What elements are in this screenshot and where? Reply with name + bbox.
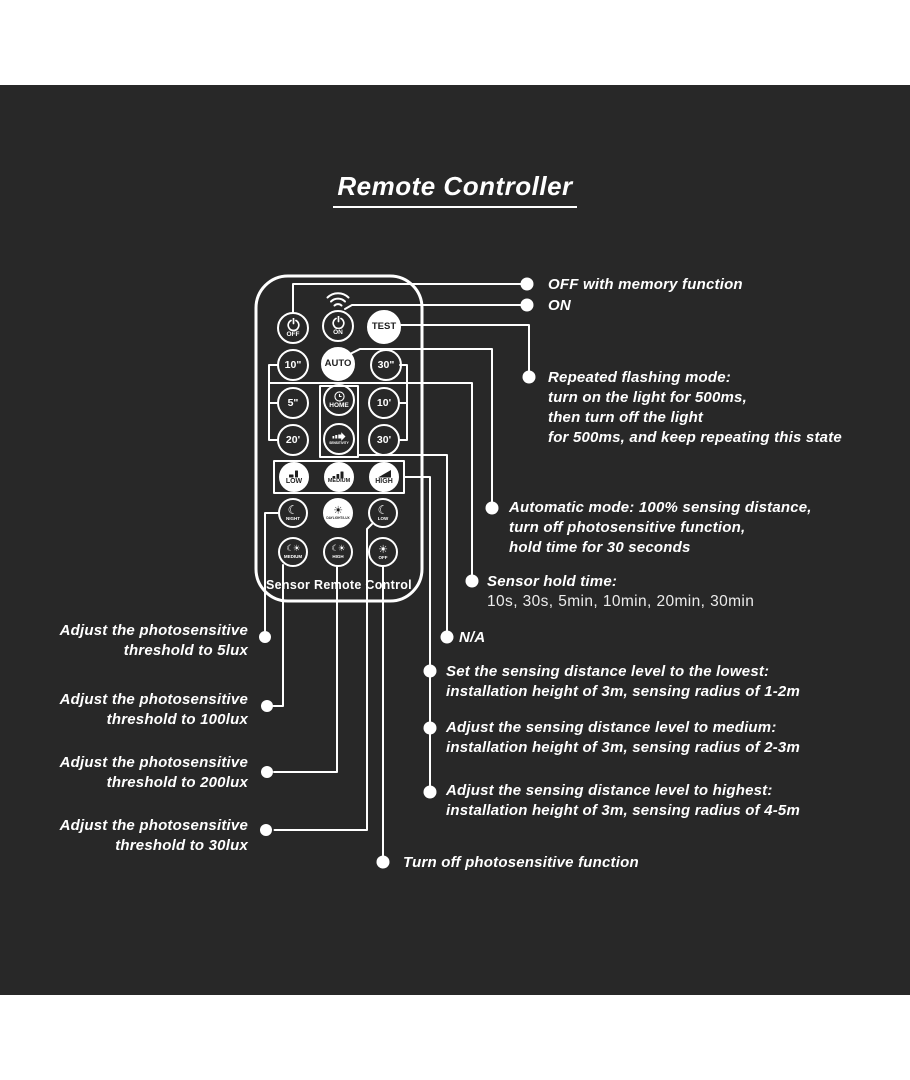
annotation-threshold-100lux: Adjust the photosensitive threshold to 100lux bbox=[59, 691, 248, 728]
annotation-distance-highest: Adjust the sensing distance level to highest: installation height of 3m, sensing radius of 4-5m bbox=[446, 782, 801, 819]
auto-button[interactable] bbox=[321, 347, 355, 381]
night-button-label: NIGHT bbox=[286, 515, 300, 521]
lux-off-button[interactable] bbox=[368, 537, 398, 567]
home-button-label: HOME bbox=[329, 401, 349, 409]
timer-10s-label: 10" bbox=[284, 358, 302, 371]
annotation-threshold-30lux: Adjust the photosensitive threshold to 30lux bbox=[59, 817, 248, 854]
arrow-right-icon bbox=[332, 432, 346, 441]
annotation-on: ON bbox=[548, 297, 571, 314]
distance-high-button[interactable] bbox=[369, 462, 399, 492]
timer-10s-button[interactable] bbox=[277, 349, 309, 381]
timer-10m-label: 10' bbox=[376, 396, 392, 409]
daylight-lux-button[interactable] bbox=[323, 498, 353, 528]
timer-5s-button[interactable] bbox=[277, 387, 309, 419]
distance-medium-button[interactable] bbox=[324, 462, 354, 492]
off-button-label: OFF bbox=[286, 330, 300, 338]
annotation-distance-medium: Adjust the sensing distance level to medium: installation height of 3m, sensing radius of 2-3m bbox=[446, 719, 801, 756]
moon-sun-icon: ☾☀ bbox=[331, 543, 345, 554]
on-button[interactable] bbox=[322, 310, 354, 342]
distance-low-button[interactable] bbox=[279, 462, 309, 492]
annotation-turn-off-photosensitive: Turn off photosensitive function bbox=[403, 854, 639, 871]
sensitivity-button[interactable] bbox=[323, 423, 355, 455]
annotation-threshold-200lux: Adjust the photosensitive threshold to 200lux bbox=[59, 754, 248, 791]
timer-20m-label: 20' bbox=[285, 433, 301, 446]
timer-10m-button[interactable] bbox=[368, 387, 400, 419]
lux-off-label: OFF bbox=[378, 554, 388, 560]
power-icon bbox=[287, 318, 300, 331]
off-button[interactable] bbox=[277, 312, 309, 344]
distance-low-label: LOW bbox=[285, 478, 303, 485]
lux-medium-label: MEDIUM bbox=[283, 553, 303, 559]
annotation-sensor-hold: Sensor hold time: 10s, 30s, 5min, 10min, 20min, 30min bbox=[487, 573, 755, 610]
auto-button-label: AUTO bbox=[324, 358, 352, 370]
lux-high-button[interactable] bbox=[323, 537, 353, 567]
timer-5s-label: 5" bbox=[287, 396, 299, 409]
annotation-distance-lowest: Set the sensing distance level to the lowest: installation height of 3m, sensing radius of 1-2m bbox=[446, 663, 801, 700]
sun-icon: ☀ bbox=[378, 542, 388, 556]
remote-caption: Sensor Remote Control bbox=[266, 578, 412, 592]
lux-low-label: LOW bbox=[377, 515, 389, 521]
ramp-high-icon bbox=[377, 469, 392, 478]
moon-icon: ☾ bbox=[377, 502, 389, 517]
annotation-flashing: Repeated flashing mode: turn on the light for 500ms, then turn off the light for 500ms, and keep repeating this state bbox=[548, 369, 842, 446]
night-button[interactable] bbox=[278, 498, 308, 528]
timer-30m-button[interactable] bbox=[368, 424, 400, 456]
timer-20m-button[interactable] bbox=[277, 424, 309, 456]
timer-30s-label: 30" bbox=[377, 358, 395, 371]
timer-30m-label: 30' bbox=[376, 433, 392, 446]
daylight-lux-label: DAYLIGHT/LUX bbox=[326, 516, 350, 521]
lux-low-button[interactable] bbox=[368, 498, 398, 528]
timer-30s-button[interactable] bbox=[370, 349, 402, 381]
lux-high-label: HIGH bbox=[332, 553, 344, 559]
distance-high-label: HIGH bbox=[375, 478, 393, 485]
signal-low-icon bbox=[288, 469, 301, 478]
clock-icon bbox=[334, 391, 345, 402]
test-button[interactable] bbox=[367, 310, 401, 344]
annotation-na: N/A bbox=[459, 629, 486, 646]
home-button[interactable] bbox=[323, 384, 355, 416]
test-button-label: TEST bbox=[371, 321, 397, 333]
annotation-automatic: Automatic mode: 100% sensing distance, turn off photosensitive function, hold time for 30 seconds bbox=[509, 499, 812, 556]
annotation-off-memory: OFF with memory function bbox=[548, 276, 743, 293]
power-icon bbox=[332, 316, 345, 329]
lux-medium-button[interactable] bbox=[278, 537, 308, 567]
sun-icon: ☀ bbox=[333, 504, 343, 518]
on-button-label: ON bbox=[333, 328, 343, 336]
sensitivity-button-label: SENSITIVITY bbox=[329, 441, 349, 446]
moon-icon: ☾ bbox=[287, 502, 299, 517]
annotation-threshold-5lux: Adjust the photosensitive threshold to 5lux bbox=[59, 622, 248, 659]
distance-medium-label: MEDIUM bbox=[327, 477, 351, 484]
moon-sun-icon: ☾☀ bbox=[286, 543, 300, 554]
page-title: Remote Controller bbox=[0, 171, 910, 208]
